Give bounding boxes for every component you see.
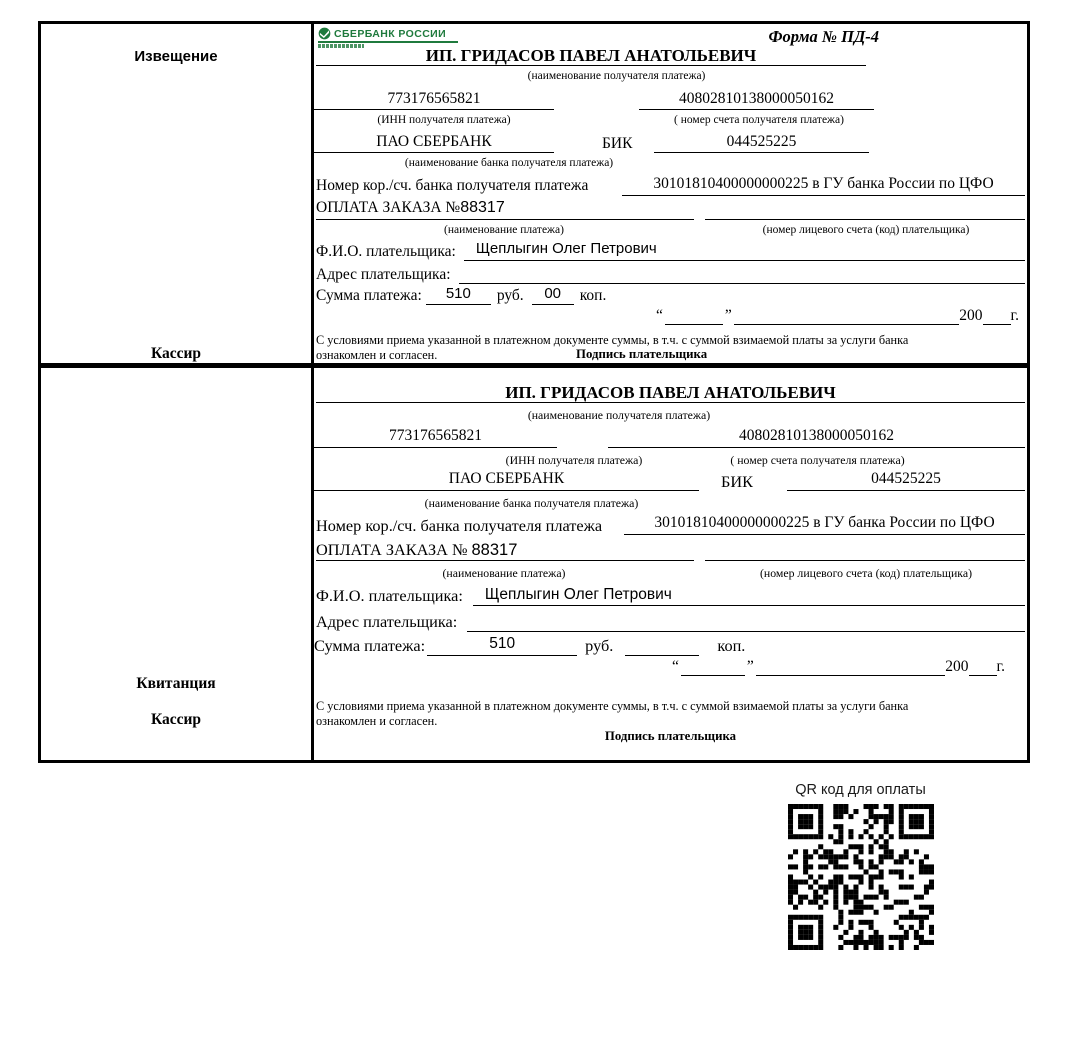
fio-field [464,240,1025,261]
payment-caption: (наименование платежа) [444,224,564,236]
bank-caption: (наименование банка получателя платежа) [404,157,614,169]
korr-label: Номер кор./сч. банка получателя платежа [316,177,589,194]
inn-caption: (ИНН получателя платежа) [377,114,511,126]
bik-label: БИК [721,472,753,491]
korr-value: 30101810400000000225 в ГУ банка России по ЦФО [622,175,1025,196]
qr-label: QR код для оплаты [795,782,926,798]
sberbank-logo-text: СБЕРБАНК РОССИИ [334,27,447,40]
fio-label: Ф.И.О. плательщика: [316,586,463,605]
date-month-field [756,658,945,676]
date-row [670,656,1005,676]
account-value: 40802810138000050162 [608,427,1025,448]
address-field [459,263,1025,284]
year-field [969,658,997,676]
payer-address-row [316,610,1025,632]
payment-caption: (наименование платежа) [442,566,566,580]
order-number: 88317 [471,541,518,559]
date-day-field [681,658,745,676]
bank-caption: (наименование банка получателя платежа) [424,496,639,510]
amount-label: Сумма платежа: [316,287,422,304]
amount-rub-value: 510 [427,635,577,656]
inn-value: 773176565821 [314,90,554,110]
receipt-cashier-label: Кассир [150,711,202,728]
signature-label: Подпись плательщика [604,729,737,743]
payee-name: ИП. ГРИДАСОВ ПАВЕЛ АНАТОЛЬЕВИЧ [316,46,866,66]
year-suffix: г. [996,658,1005,675]
payee-caption: (наименование получателя платежа) [527,70,706,82]
payment-name-field [316,199,694,220]
amount-row [314,635,745,656]
year-prefix: 200 [945,658,969,675]
account-value: 40802810138000050162 [639,90,874,110]
bik-value: 044525225 [787,470,1025,491]
order-number: 88317 [460,199,505,216]
personal-account-field [705,540,1025,561]
fio-value: Щеплыгин Олег Петрович [484,586,672,603]
quote-close: ” [746,658,754,675]
notice-section [41,24,1027,368]
payee-name: ИП. ГРИДАСОВ ПАВЕЛ АНАТОЛЬЕВИЧ [316,383,1025,403]
quote-open: “ [672,658,679,675]
inn-value: 773176565821 [314,427,557,448]
rub-label: руб. [496,287,524,304]
payee-caption: (наименование получателя платежа) [527,408,711,422]
agreement-line1: С условиями приема указанной в платежном документе суммы, в т.ч. с суммой взимаемой платы за услуги банка [316,699,909,713]
bank-name-value: ПАО СБЕРБАНК [314,133,554,153]
payment-name-prefix: ОПЛАТА ЗАКАЗА № [316,199,461,216]
notice-body [314,24,1027,363]
amount-rub-value: 510 [426,285,491,305]
bik-value: 044525225 [654,133,869,153]
date-day-field [665,307,723,325]
quote-open: “ [656,307,663,324]
kop-label: коп. [579,287,607,304]
payment-name-prefix: ОПЛАТА ЗАКАЗА № [316,540,468,559]
year-prefix: 200 [959,307,983,324]
fio-label: Ф.И.О. плательщика: [316,243,456,260]
sberbank-logo-icon [318,27,331,40]
personal-account-field [705,199,1025,220]
account-caption: ( номер счета получателя платежа) [730,453,905,467]
payer-address-row [316,263,1025,284]
account-caption: ( номер счета получателя платежа) [674,114,844,126]
fio-field [473,584,1025,606]
inn-caption: (ИНН получателя платежа) [505,453,643,467]
personal-caption: (номер лицевого счета (код) плательщика) [759,566,973,580]
receipt-body [314,368,1027,760]
personal-caption: (номер лицевого счета (код) плательщика) [762,224,970,236]
bik-label: БИК [602,135,633,152]
receipt-section [41,368,1027,760]
rub-label: руб. [585,636,614,655]
signature-label: Подпись плательщика [576,347,708,361]
receipt-stub [41,368,314,760]
address-label: Адрес плательщика: [316,612,458,631]
pd4-document [38,21,1030,763]
notice-cashier-label: Кассир [150,345,202,362]
payment-name-field [316,540,694,561]
year-field [983,307,1011,325]
form-number-label: Форма № ПД-4 [768,27,879,46]
date-row [654,305,1019,325]
amount-row [316,285,606,305]
amount-kop-value: 00 [532,285,574,305]
sberbank-logo [318,27,458,48]
bank-name-value: ПАО СБЕРБАНК [314,470,699,491]
kop-label: коп. [717,636,746,655]
korr-label: Номер кор./сч. банка получателя платежа [316,516,603,535]
quote-close: ” [724,307,732,324]
date-month-field [734,307,959,325]
address-field [467,610,1025,632]
notice-stub [41,24,314,363]
agreement-line2: ознакомлен и согласен. [316,714,438,728]
agreement-line2: ознакомлен и согласен. [316,348,438,362]
qr-block [758,782,963,950]
payer-fio-row [316,240,1025,261]
agreement-line1: С условиями приема указанной в платежном документе суммы, в т.ч. с суммой взимаемой платы за услуги банка [316,333,909,347]
address-label: Адрес плательщика: [316,266,451,283]
receipt-title: Квитанция [136,675,216,692]
payer-fio-row [316,584,1025,606]
amount-kop-value [625,635,699,656]
year-suffix: г. [1010,307,1019,324]
qr-code [788,804,934,950]
korr-value: 30101810400000000225 в ГУ банка России по ЦФО [624,514,1025,535]
fio-value: Щеплыгин Олег Петрович [475,240,657,257]
amount-label: Сумма платежа: [314,636,426,655]
notice-title: Извещение [134,48,218,65]
